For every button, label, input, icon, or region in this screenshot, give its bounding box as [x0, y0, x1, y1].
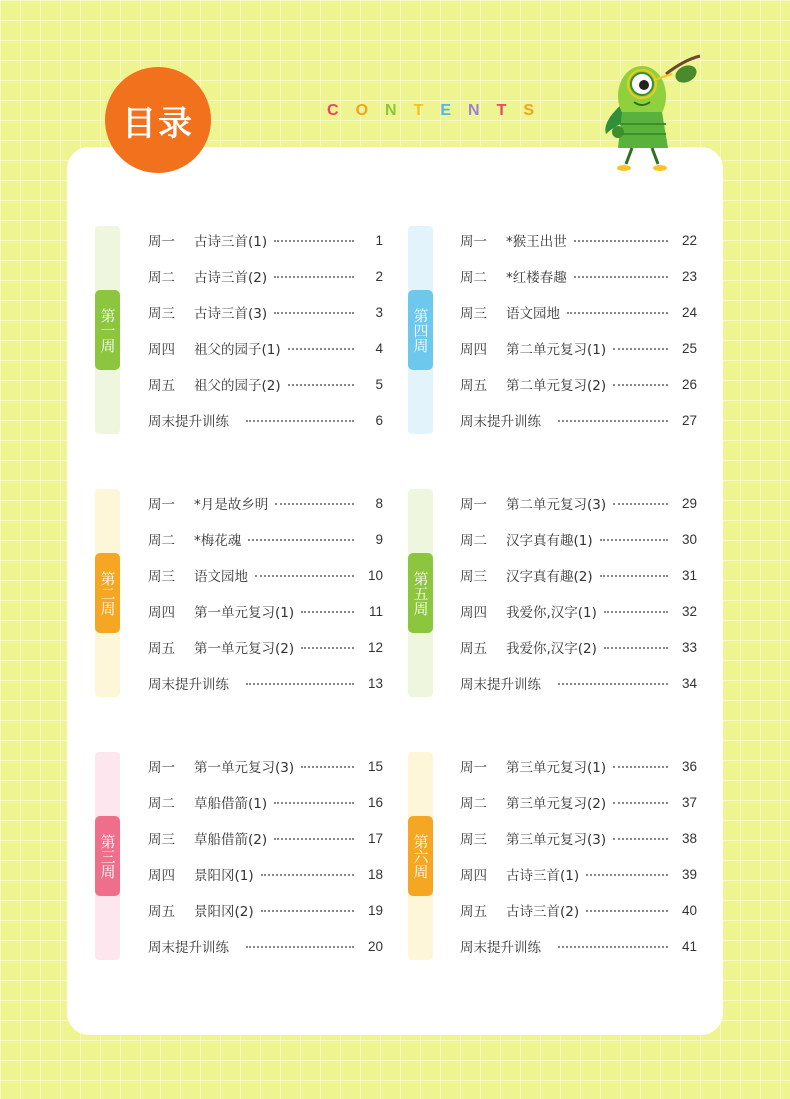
entry-title: 祖父的园子(1): [194, 342, 281, 358]
mascot-illustration: [596, 52, 706, 176]
contents-letter: C: [327, 102, 339, 119]
toc-entry[interactable]: [148, 336, 383, 360]
contents-letter: T: [413, 102, 424, 119]
entry-page-number: 30: [681, 531, 697, 547]
entry-day: 周末提升训练: [148, 940, 229, 956]
entry-title: 草船借箭(1): [194, 796, 268, 812]
toc-entry[interactable]: [148, 372, 383, 396]
toc-entry[interactable]: [460, 372, 697, 396]
entry-page-number: 11: [368, 603, 383, 619]
dot-leader: [586, 874, 668, 876]
toc-entry[interactable]: [148, 898, 383, 922]
entry-day: 周一: [148, 497, 175, 513]
entry-page-number: 26: [681, 376, 697, 392]
entry-page-number: 41: [681, 938, 697, 954]
toc-entry[interactable]: [460, 300, 697, 324]
week-label: 第二周: [95, 553, 120, 633]
entry-page-number: 24: [681, 304, 697, 320]
entry-title: *红楼春趣: [506, 270, 567, 286]
entry-title: 第三单元复习(3): [506, 832, 607, 848]
toc-entry[interactable]: [148, 754, 383, 778]
entry-day: 周三: [148, 569, 175, 585]
toc-entry[interactable]: [148, 408, 383, 432]
toc-entry[interactable]: [460, 491, 697, 515]
entry-page-number: 29: [681, 495, 697, 511]
entry-page-number: 37: [681, 794, 697, 810]
dot-leader: [274, 802, 354, 804]
contents-letter: T: [496, 102, 507, 119]
toc-entry[interactable]: [148, 599, 383, 623]
toc-entry[interactable]: [460, 264, 697, 288]
entry-day: 周五: [460, 641, 487, 657]
dot-leader: [613, 384, 668, 386]
entry-day: 周五: [148, 641, 175, 657]
toc-entry[interactable]: [148, 527, 383, 551]
toc-entry[interactable]: [148, 228, 383, 252]
entry-day: 周四: [148, 342, 175, 358]
entry-day: 周四: [460, 342, 487, 358]
dot-leader: [600, 575, 668, 577]
entry-page-number: 5: [375, 376, 383, 392]
entry-page-number: 2: [375, 268, 383, 284]
toc-entry[interactable]: [148, 862, 383, 886]
entry-title: 第一单元复习(2): [194, 641, 295, 657]
entry-title: 第三单元复习(1): [506, 760, 607, 776]
entry-day: 周三: [148, 832, 175, 848]
entry-title: 语文园地: [194, 569, 248, 585]
entry-page-number: 16: [367, 794, 383, 810]
dot-leader: [261, 910, 354, 912]
entry-title: 祖父的园子(2): [194, 378, 281, 394]
dot-leader: [288, 348, 354, 350]
entry-title: 第二单元复习(1): [506, 342, 607, 358]
week-label: 第四周: [408, 290, 433, 370]
entry-day: 周末提升训练: [148, 414, 229, 430]
entry-page-number: 17: [367, 830, 383, 846]
entry-page-number: 38: [681, 830, 697, 846]
entry-title: 古诗三首(3): [194, 306, 268, 322]
entry-title: 第一单元复习(3): [194, 760, 295, 776]
dot-leader: [301, 647, 354, 649]
page-title: 目录: [122, 103, 194, 144]
dot-leader: [301, 611, 354, 613]
contents-letter: O: [355, 102, 369, 119]
entry-title: 语文园地: [506, 306, 560, 322]
dot-leader: [558, 683, 668, 685]
dot-leader: [574, 276, 668, 278]
week-label: 第六周: [408, 816, 433, 896]
entry-day: 周三: [460, 569, 487, 585]
dot-leader: [246, 946, 354, 948]
dot-leader: [604, 611, 668, 613]
week-label: 第三周: [95, 816, 120, 896]
toc-entry[interactable]: [460, 862, 697, 886]
toc-entry[interactable]: [148, 264, 383, 288]
toc-entry[interactable]: [460, 671, 697, 695]
entry-page-number: 6: [375, 412, 383, 428]
entry-page-number: 22: [681, 232, 697, 248]
entry-page-number: 20: [367, 938, 383, 954]
entry-page-number: 31: [681, 567, 697, 583]
week-label: 第一周: [95, 290, 120, 370]
entry-title: *梅花魂: [194, 533, 242, 549]
entry-day: 周一: [460, 760, 487, 776]
contents-letter: N: [385, 102, 397, 119]
toc-entry[interactable]: [460, 408, 697, 432]
week-label: 第五周: [408, 553, 433, 633]
contents-letter: S: [523, 102, 535, 119]
entry-title: 古诗三首(2): [194, 270, 268, 286]
toc-entry[interactable]: [460, 599, 697, 623]
dot-leader: [613, 766, 668, 768]
entry-day: 周末提升训练: [460, 940, 541, 956]
dot-leader: [558, 420, 668, 422]
entry-title: 我爱你,汉字(2): [506, 641, 597, 657]
toc-entry[interactable]: [460, 898, 697, 922]
entry-title: 我爱你,汉字(1): [506, 605, 597, 621]
entry-page-number: 12: [367, 639, 383, 655]
entry-page-number: 9: [375, 531, 383, 547]
entry-title: 草船借箭(2): [194, 832, 268, 848]
toc-entry[interactable]: [460, 563, 697, 587]
dot-leader: [613, 503, 668, 505]
dot-leader: [288, 384, 354, 386]
entry-title: 景阳冈(1): [194, 868, 254, 884]
entry-title: 古诗三首(1): [194, 234, 268, 250]
entry-page-number: 36: [681, 758, 697, 774]
entry-page-number: 32: [681, 603, 697, 619]
dot-leader: [246, 420, 354, 422]
entry-day: 周二: [460, 533, 487, 549]
toc-entry[interactable]: [148, 563, 383, 587]
entry-day: 周五: [148, 904, 175, 920]
entry-day: 周二: [148, 270, 175, 286]
entry-day: 周一: [148, 234, 175, 250]
entry-day: 周一: [460, 497, 487, 513]
entry-day: 周四: [460, 868, 487, 884]
contents-letter: N: [468, 102, 480, 119]
dot-leader: [301, 766, 354, 768]
toc-entry[interactable]: [148, 491, 383, 515]
entry-day: 周二: [148, 533, 175, 549]
entry-title: 景阳冈(2): [194, 904, 254, 920]
entry-title: 古诗三首(1): [506, 868, 580, 884]
dot-leader: [600, 539, 668, 541]
toc-entry[interactable]: [148, 826, 383, 850]
entry-day: 周四: [148, 605, 175, 621]
contents-heading: [327, 102, 534, 120]
entry-page-number: 23: [681, 268, 697, 284]
entry-day: 周一: [148, 760, 175, 776]
toc-entry[interactable]: [460, 635, 697, 659]
entry-day: 周末提升训练: [460, 677, 541, 693]
entry-title: 第一单元复习(1): [194, 605, 295, 621]
dot-leader: [275, 503, 354, 505]
entry-page-number: 39: [681, 866, 697, 882]
entry-page-number: 40: [681, 902, 697, 918]
entry-day: 周一: [460, 234, 487, 250]
title-badge: [105, 67, 211, 173]
entry-page-number: 10: [367, 567, 383, 583]
entry-title: 第三单元复习(2): [506, 796, 607, 812]
entry-title: 汉字真有趣(2): [506, 569, 593, 585]
dot-leader: [558, 946, 668, 948]
dot-leader: [574, 240, 668, 242]
dot-leader: [261, 874, 354, 876]
entry-day: 周四: [460, 605, 487, 621]
dot-leader: [274, 276, 354, 278]
entry-title: 第二单元复习(3): [506, 497, 607, 513]
toc-entry[interactable]: [148, 790, 383, 814]
entry-page-number: 3: [375, 304, 383, 320]
entry-day: 周末提升训练: [148, 677, 229, 693]
toc-entry[interactable]: [460, 527, 697, 551]
toc-entry[interactable]: [460, 336, 697, 360]
entry-title: 第二单元复习(2): [506, 378, 607, 394]
contents-letter: E: [440, 102, 452, 119]
entry-day: 周三: [460, 832, 487, 848]
entry-day: 周五: [460, 378, 487, 394]
entry-page-number: 33: [681, 639, 697, 655]
dot-leader: [604, 647, 668, 649]
dot-leader: [586, 910, 668, 912]
entry-day: 周三: [460, 306, 487, 322]
toc-entry[interactable]: [460, 228, 697, 252]
dot-leader: [613, 348, 668, 350]
entry-day: 周二: [460, 796, 487, 812]
entry-page-number: 34: [681, 675, 697, 691]
dot-leader: [567, 312, 668, 314]
dot-leader: [274, 838, 354, 840]
entry-page-number: 18: [367, 866, 383, 882]
toc-entry[interactable]: [148, 934, 383, 958]
dot-leader: [613, 802, 668, 804]
entry-page-number: 13: [367, 675, 383, 691]
toc-entry[interactable]: [148, 671, 383, 695]
dot-leader: [613, 838, 668, 840]
entry-page-number: 25: [681, 340, 697, 356]
entry-title: *猴王出世: [506, 234, 567, 250]
entry-day: 周五: [148, 378, 175, 394]
toc-entry[interactable]: [460, 826, 697, 850]
toc-entry[interactable]: [460, 754, 697, 778]
entry-day: 周二: [460, 270, 487, 286]
dot-leader: [248, 539, 354, 541]
entry-day: 周五: [460, 904, 487, 920]
entry-page-number: 19: [367, 902, 383, 918]
entry-day: 周四: [148, 868, 175, 884]
dot-leader: [246, 683, 354, 685]
toc-entry[interactable]: [148, 300, 383, 324]
entry-page-number: 1: [375, 232, 383, 248]
toc-entry[interactable]: [148, 635, 383, 659]
entry-day: 周末提升训练: [460, 414, 541, 430]
entry-title: *月是故乡明: [194, 497, 269, 513]
entry-page-number: 4: [375, 340, 383, 356]
toc-entry[interactable]: [460, 790, 697, 814]
entry-page-number: 15: [367, 758, 383, 774]
entry-title: 汉字真有趣(1): [506, 533, 593, 549]
entry-day: 周二: [148, 796, 175, 812]
entry-page-number: 8: [375, 495, 383, 511]
toc-entry[interactable]: [460, 934, 697, 958]
dot-leader: [274, 240, 354, 242]
entry-day: 周三: [148, 306, 175, 322]
entry-title: 古诗三首(2): [506, 904, 580, 920]
entry-page-number: 27: [681, 412, 697, 428]
dot-leader: [274, 312, 354, 314]
dot-leader: [255, 575, 354, 577]
